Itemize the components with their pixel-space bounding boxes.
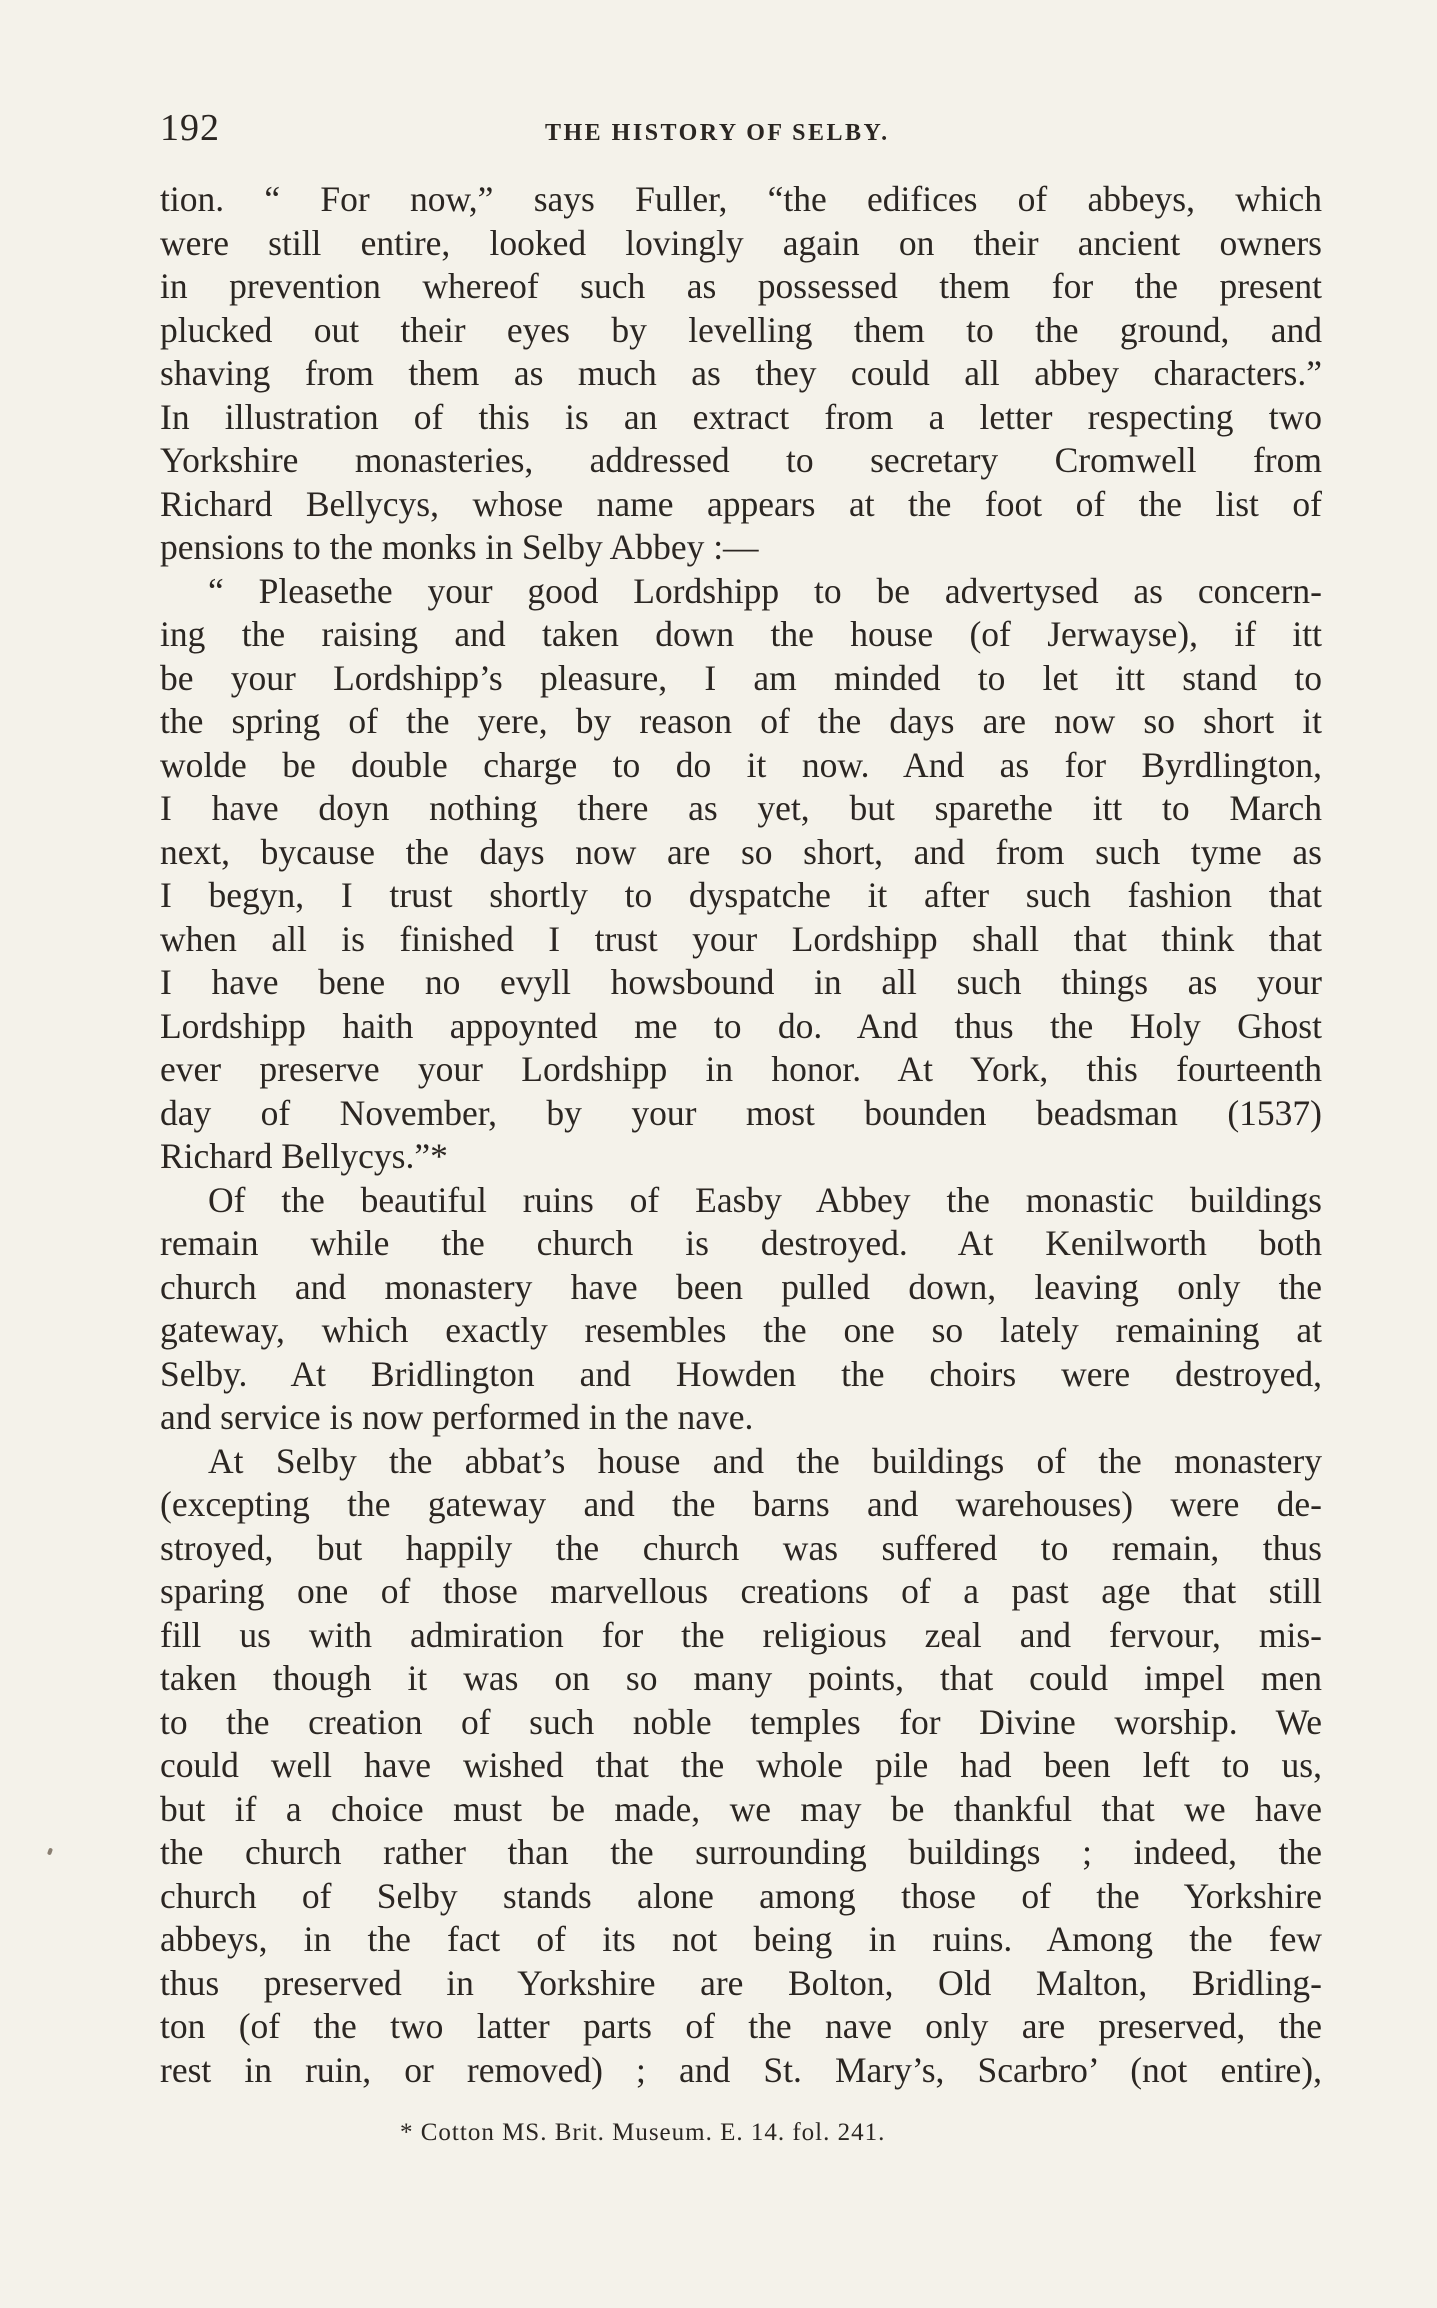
text-line: thus preserved in Yorkshire are Bolton, Old Malton, Bridling-: [160, 1962, 1322, 2003]
text-line: At Selby the abbat’s house and the buildings of the monastery: [208, 1440, 1322, 1481]
text-line: be your Lordshipp’s pleasure, I am minded to let itt stand to: [160, 657, 1322, 698]
text-line: Selby. At Bridlington and Howden the choirs were destroyed,: [160, 1353, 1322, 1394]
text-line: next, bycause the days now are so short, and from such tyme as: [160, 831, 1322, 872]
text-line: ton (of the two latter parts of the nave only are preserved, the: [160, 2006, 1322, 2046]
text-line: gateway, which exactly resembles the one so lately remaining at: [160, 1310, 1322, 1350]
page-number: 192: [160, 107, 220, 149]
text-line: in prevention whereof such as possessed them for the present: [160, 266, 1322, 306]
text-line: church and monastery have been pulled down, leaving only the: [160, 1266, 1322, 1307]
running-head: [160, 98, 1320, 158]
body-text: [160, 178, 1322, 2092]
text-line: remain while the church is destroyed. At Kenilworth both: [160, 1223, 1322, 1263]
text-line: (excepting the gateway and the barns and warehouses) were de-: [160, 1484, 1322, 1524]
text-line: Of the beautiful ruins of Easby Abbey the monastic buildings: [208, 1179, 1322, 1220]
text-line: ing the raising and taken down the house (of Jerwayse), if itt: [160, 614, 1322, 654]
text-line: “ Pleasethe your good Lordshipp to be advertysed as concern-: [208, 570, 1322, 611]
text-line: to the creation of such noble temples for Divine worship. We: [160, 1701, 1322, 1742]
text-line: I have doyn nothing there as yet, but sparethe itt to March: [160, 788, 1322, 828]
text-line: could well have wished that the whole pile had been left to us,: [160, 1745, 1322, 1785]
text-line: fill us with admiration for the religious zeal and fervour, mis-: [160, 1614, 1322, 1655]
text-line: day of November, by your most bounden beadsman (1537): [160, 1092, 1322, 1133]
text-line: were still entire, looked lovingly again on their ancient owners: [160, 222, 1322, 263]
text-line: ever preserve your Lordshipp in honor. At York, this fourteenth: [160, 1049, 1322, 1089]
text-line: church of Selby stands alone among those of the Yorkshire: [160, 1875, 1322, 1916]
text-line: the spring of the yere, by reason of the days are now so short it: [160, 701, 1322, 741]
text-line: taken though it was on so many points, that could impel men: [160, 1658, 1322, 1698]
text-line: Richard Bellycys, whose name appears at the foot of the list of: [160, 483, 1322, 524]
text-line: rest in ruin, or removed) ; and St. Mary’s, Scarbro’ (not entire),: [160, 2049, 1322, 2090]
text-line: wolde be double charge to do it now. And as for Byrdlington,: [160, 744, 1322, 785]
text-line: sparing one of those marvellous creations of a past age that still: [160, 1571, 1322, 1611]
text-line: tion. “ For now,” says Fuller, “the edifices of abbeys, which: [160, 179, 1322, 219]
text-line: pensions to the monks in Selby Abbey :—: [160, 527, 759, 567]
text-line: stroyed, but happily the church was suffered to remain, thus: [160, 1527, 1322, 1568]
text-line: plucked out their eyes by levelling them to the ground, and: [160, 309, 1322, 350]
text-line: I begyn, I trust shortly to dyspatche it after such fashion that: [160, 875, 1322, 915]
running-title: THE HISTORY OF SELBY.: [545, 120, 890, 146]
text-line: I have bene no evyll howsbound in all such things as your: [160, 962, 1322, 1002]
text-line: shaving from them as much as they could all abbey characters.”: [160, 353, 1322, 393]
text-line: but if a choice must be made, we may be thankful that we have: [160, 1788, 1322, 1829]
text-line: In illustration of this is an extract from a letter respecting two: [160, 396, 1322, 437]
text-line: the church rather than the surrounding buildings ; indeed, the: [160, 1832, 1322, 1872]
text-line: Yorkshire monasteries, addressed to secretary Cromwell from: [160, 440, 1322, 480]
text-line: when all is finished I trust your Lordshipp shall that think that: [160, 918, 1322, 959]
text-line: Lordshipp haith appoynted me to do. And thus the Holy Ghost: [160, 1005, 1322, 1046]
text-line: abbeys, in the fact of its not being in ruins. Among the few: [160, 1919, 1322, 1959]
text-line: and service is now performed in the nave.: [160, 1397, 754, 1437]
footnote: * Cotton MS. Brit. Museum. E. 14. fol. 241.: [400, 2119, 886, 2146]
text-line: Richard Bellycys.”*: [160, 1136, 448, 1176]
margin-speck: [47, 1848, 53, 1856]
